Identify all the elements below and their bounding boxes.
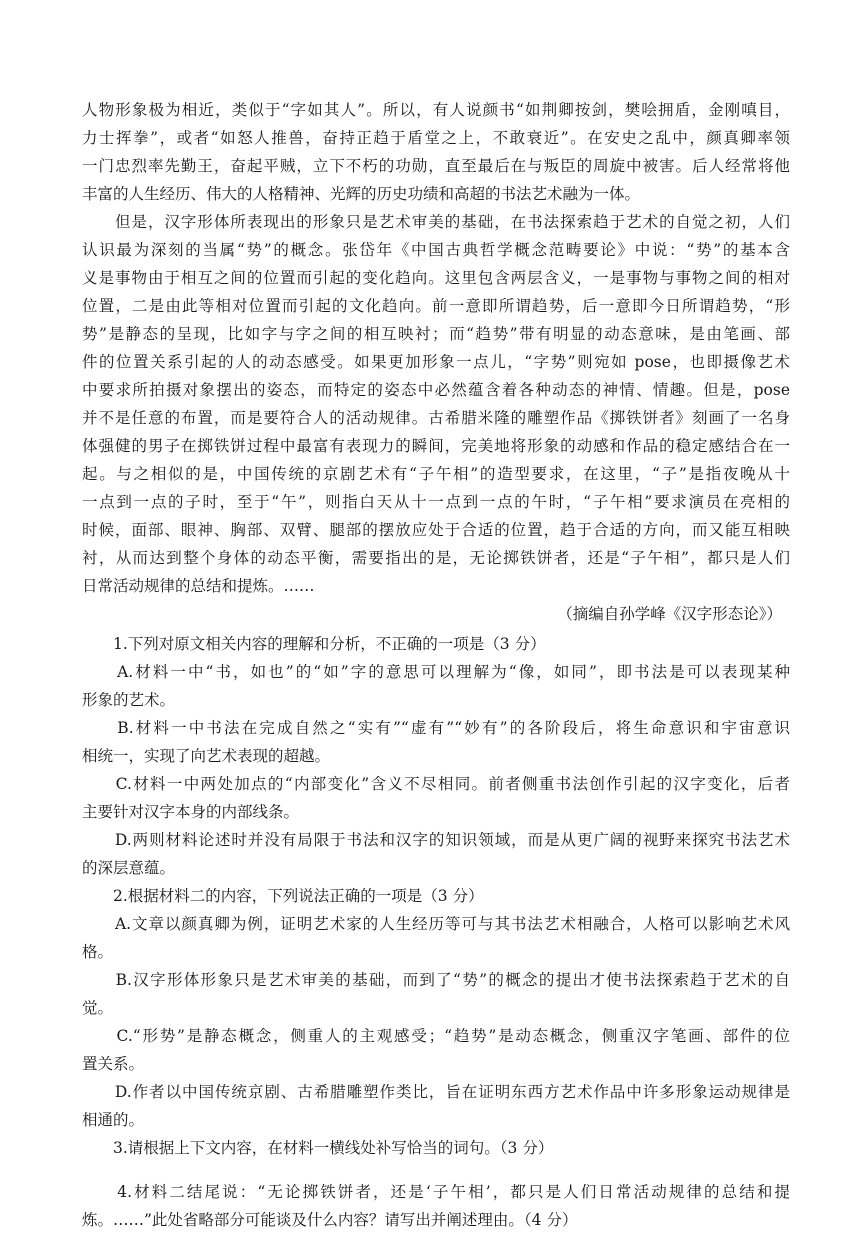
text-line: D.作者以中国传统京剧、古希腊雕塑作类比，旨在证明东西方艺术作品中许多形象运动规律是	[82, 1083, 790, 1101]
text-line: 主要针对汉字本身的内部线条。	[82, 803, 300, 821]
text-line: 相统一，实现了向艺术表现的超越。	[82, 747, 331, 765]
text-line: 件的位置关系引起的人的动态感受。如果更加形象一点儿，“字势”则宛如 pose，也即摄像艺术	[82, 353, 790, 371]
text-line: 中要求所拍摄对象摆出的姿态，而特定的姿态中必然蕴含着各种动态的神情、情趣。但是，pose	[82, 381, 790, 399]
text-line: 相通的。	[82, 1111, 145, 1129]
text-line: 1.下列对原文相关内容的理解和分析，不正确的一项是（3 分）	[82, 635, 546, 653]
text-line: A.文章以颜真卿为例，证明艺术家的人生经历等可与其书法艺术相融合，人格可以影响艺术风	[82, 915, 790, 933]
text-line: C.“形势”是静态概念，侧重人的主观感受；“趋势”是动态概念，侧重汉字笔画、部件的位	[82, 1027, 790, 1045]
text-line: A.材料一中“书，如也”的“如”字的意思可以理解为“像，如同”，即书法是可以表现某种	[82, 663, 790, 681]
text-line: 觉。	[82, 999, 114, 1017]
text-line: 但是，汉字形体所表现出的形象只是艺术审美的基础，在书法探索趋于艺术的自觉之初，人们	[82, 213, 790, 231]
text-line: 并不是任意的布置，而是要符合人的活动规律。古希腊米隆的雕塑作品《掷铁饼者》刻画了一名身	[82, 409, 790, 427]
text-line: 衬，从而达到整个身体的动态平衡，需要指出的是，无论掷铁饼者，还是“子午相”，都只是人们	[82, 549, 790, 567]
text-line: 炼。……”此处省略部分可能谈及什么内容？请写出并阐述理由。（4 分）	[82, 1211, 578, 1229]
text-line: 一门忠烈率先勤王，奋起平贼，立下不朽的功勋，直至最后在与叛臣的周旋中被害。后人经常将他	[82, 157, 790, 175]
text-line: 3.请根据上下文内容，在材料一横线处补写恰当的词句。（3 分）	[82, 1139, 554, 1157]
text-line: 格。	[82, 943, 114, 961]
text-line: 一点到一点的子时，至于“午”，则指白天从十一点到一点的午时，“子午相”要求演员在亮相的	[82, 493, 790, 511]
text-line: 位置，二是由此等相对位置而引起的文化趋向。前一意即所谓趋势，后一意即今日所谓趋势，“形	[82, 297, 790, 315]
text-line: D.两则材料论述时并没有局限于书法和汉字的知识领域，而是从更广阔的视野来探究书法艺术	[82, 831, 790, 849]
text-line: B.汉字形体形象只是艺术审美的基础，而到了“势”的概念的提出才使书法探索趋于艺术的自	[82, 971, 790, 989]
text-line: 义是事物由于相互之间的位置而引起的变化趋向。这里包含两层含义，一是事物与事物之间的相对	[82, 269, 790, 287]
text-line: 置关系。	[82, 1055, 145, 1073]
text-line: 日常活动规律的总结和提炼。……	[82, 577, 315, 595]
text-line: 形象的艺术。	[82, 691, 176, 709]
text-line: B.材料一中书法在完成自然之“实有”“虚有”“妙有”的各阶段后，将生命意识和宇宙意识	[82, 719, 790, 737]
text-line: 体强健的男子在掷铁饼过程中最富有表现力的瞬间，完美地将形象的动感和作品的稳定感结合在一	[82, 437, 790, 455]
text-line: 时候，面部、眼神、胸部、双臂、腿部的摆放应处于合适的位置，趋于合适的方向，而又能互相映	[82, 521, 790, 539]
text-line: 4.材料二结尾说：“无论掷铁饼者，还是‘子午相’，都只是人们日常活动规律的总结和提	[82, 1183, 790, 1201]
text-line: 丰富的人生经历、伟大的人格精神、光辉的历史功绩和高超的书法艺术融为一体。	[82, 185, 641, 203]
text-line: 力士挥拳”，或者“如怒人推兽，奋持正趋于盾堂之上，不敢衰近”。在安史之乱中，颜真卿率领	[82, 129, 790, 147]
text-line: 起。与之相似的是，中国传统的京剧艺术有“子午相”的造型要求，在这里，“子”是指夜晚从十	[82, 465, 790, 483]
text-line: 的深层意蕴。	[82, 859, 176, 877]
text-line: 认识最为深刻的当属“势”的概念。张岱年《中国古典哲学概念范畴要论》中说：“势”的基本含	[82, 241, 790, 259]
text-line: 势”是静态的呈现，比如字与字之间的相互映衬；而“趋势”带有明显的动态意味，是由笔画、部	[82, 325, 790, 343]
text-line: 人物形象极为相近，类似于“字如其人”。所以，有人说颜书“如荆卿按剑，樊哙拥盾，金刚嗔目，	[82, 101, 790, 119]
source-citation: （摘编自孙学峰《汉字形态论》）	[557, 605, 782, 623]
text-line: 2.根据材料二的内容，下列说法正确的一项是（3 分）	[82, 887, 484, 905]
text-line: C.材料一中两处加点的“内部变化”含义不尽相同。前者侧重书法创作引起的汉字变化，后者	[82, 775, 790, 793]
